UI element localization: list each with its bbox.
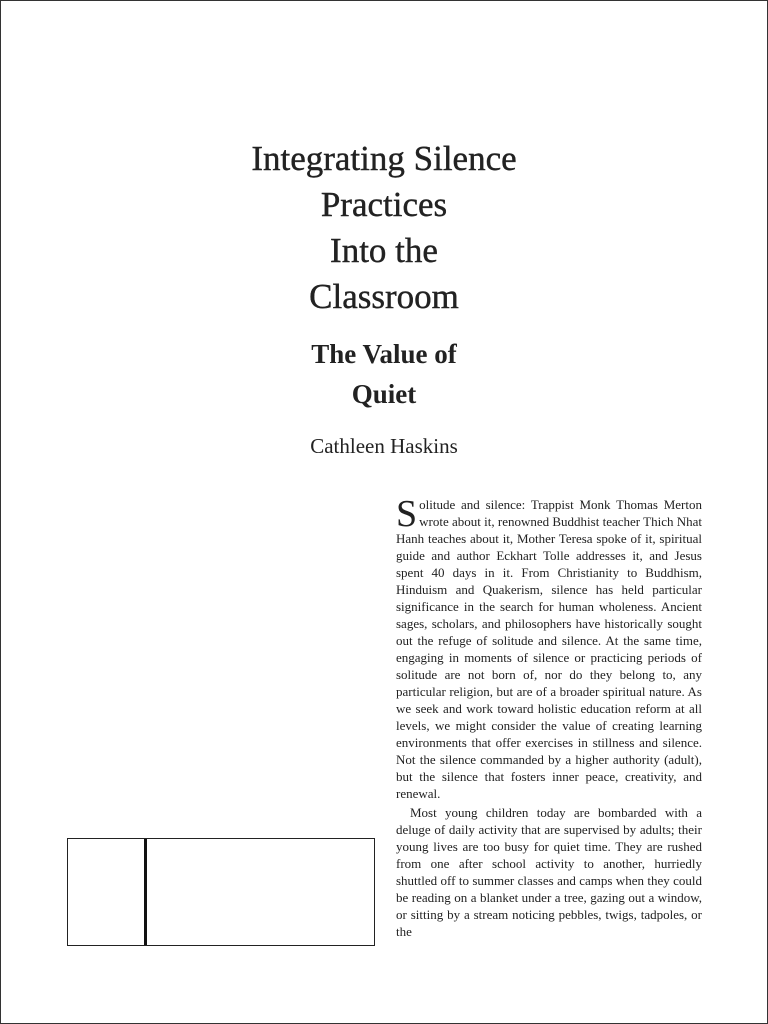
title-line: Integrating Silence <box>251 139 517 178</box>
title-line: Practices <box>320 185 448 224</box>
vertical-rule <box>144 839 147 945</box>
body-paragraph: Most young children today are bombarded with a deluge of daily activity that are supervised by adults; their young lives are too busy for quiet time. They are rushed from one after school activity to another, hurriedly shuttled off to summer classes and camps when they could be reading on a blanket under a tree, gazing out a window, or sitting by a stream noticing pebbles, twigs, tadpoles, or the <box>396 805 702 939</box>
body-paragraph <box>396 493 702 802</box>
article-header <box>0 136 768 460</box>
drop-cap: S <box>396 493 418 535</box>
author-name: Cathleen Haskins <box>310 434 458 458</box>
paragraph-text: olitude and silence: Trappist Monk Thomas Merton wrote about it, renowned Buddhist teacher Thich Nhat Hanh teaches about it, Mother Teresa spoke of it, spiritual guide and author Eckhart Tolle addresses it, and Jesus spent 40 days in it. From Christianity to Buddhism, Hinduism and Quakerism, silence has held particular significance in the search for human wholeness. Ancient sages, scholars, and philosophers have historically sought out the refuge of solitude and silence. At the same time, engaging in moments of silence or practicing periods of solitude are not born of, nor do they belong to, any particular religion, but are of a broader spiritual nature. As we seek and work toward holistic education reform at all levels, we might consider the value of creating learning environments that offer exercises in stillness and silence. Not the silence commanded by a higher authority (adult), but the silence that fosters inner peace, creativity, and renewal. <box>396 497 702 801</box>
subtitle-line: The Value of <box>311 339 457 369</box>
subtitle-line: Quiet <box>351 379 417 409</box>
title-line: Into the <box>330 231 438 270</box>
empty-frame-box <box>67 838 375 946</box>
body-column <box>396 493 702 940</box>
title-line: Classroom <box>309 277 459 316</box>
article-subtitle <box>0 334 768 414</box>
article-title <box>0 136 768 320</box>
